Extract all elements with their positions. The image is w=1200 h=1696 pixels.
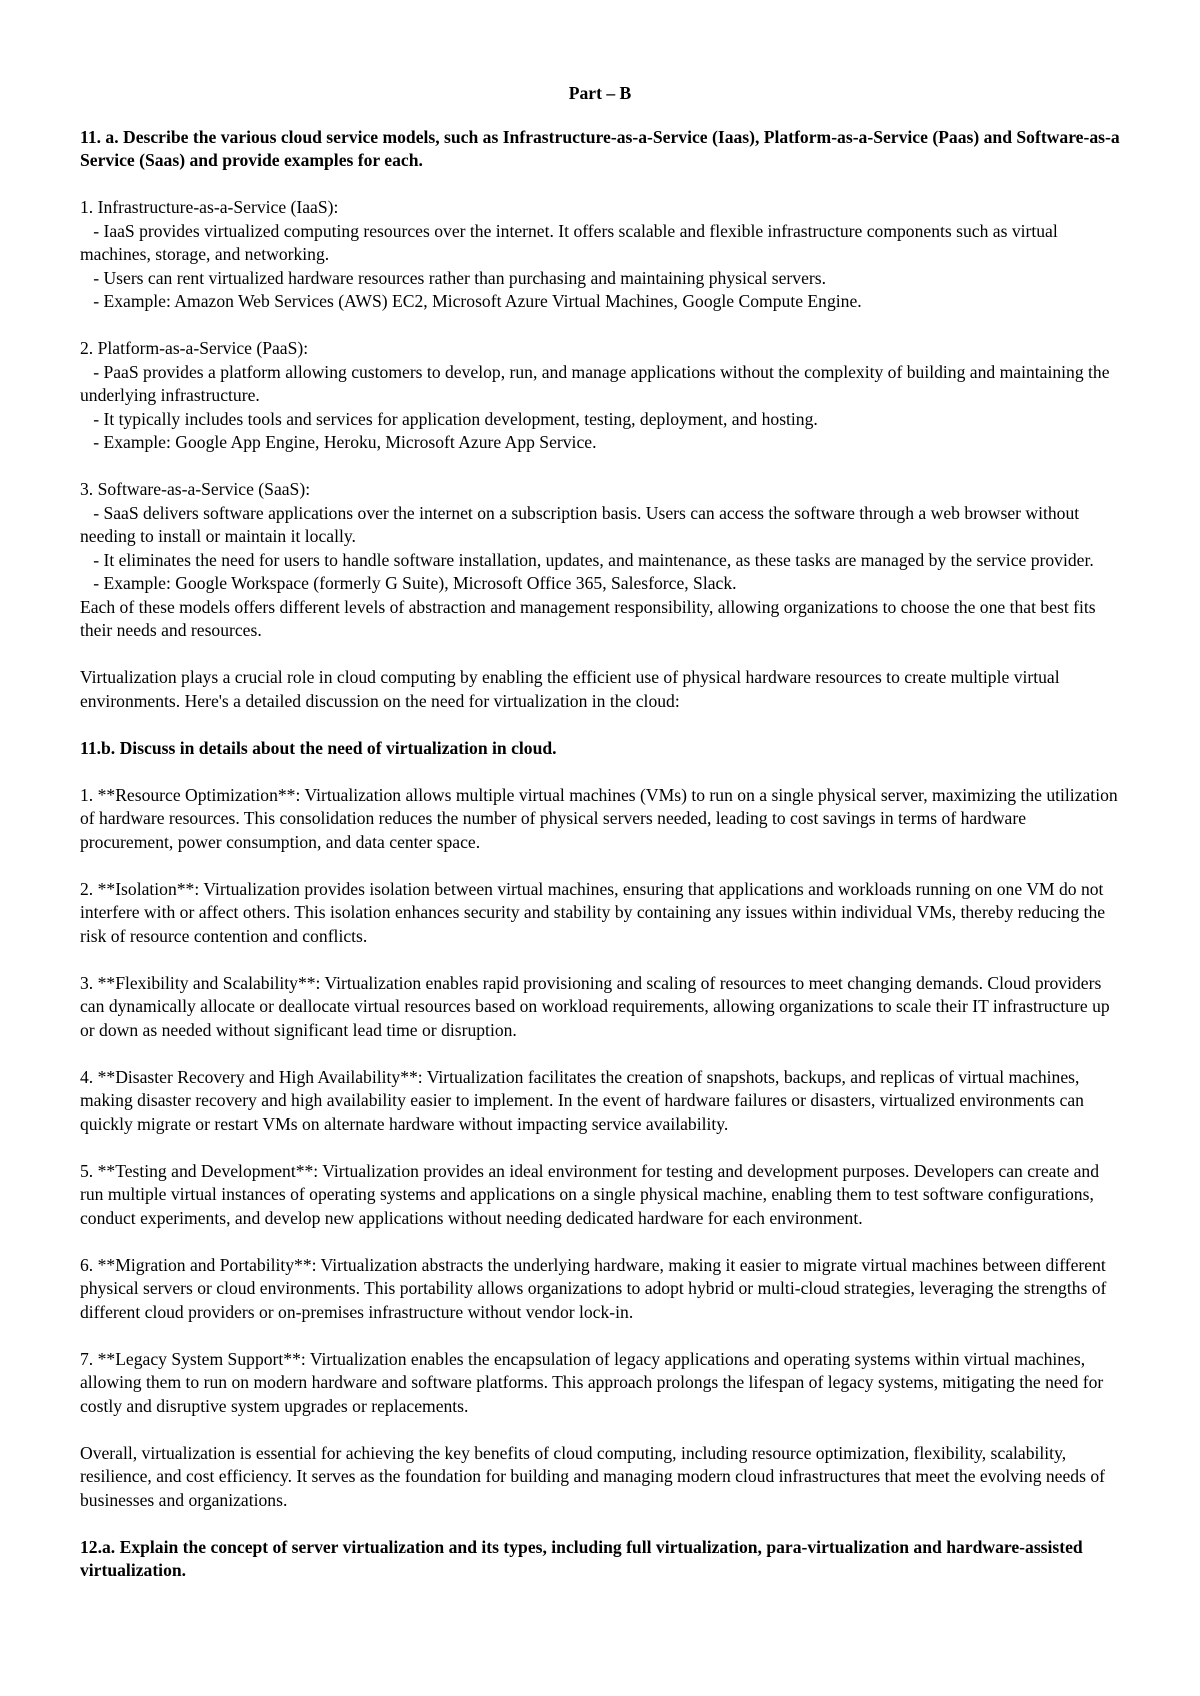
- question-12a-title: 12.a. Explain the concept of server virtualization and its types, including full virtualization, para-virtualization and hardware-assisted virtualization.: [80, 1536, 1083, 1580]
- saas-heading: 3. Software-as-a-Service (SaaS):: [80, 479, 311, 499]
- iaas-example: - Example: Amazon Web Services (AWS) EC2, Microsoft Azure Virtual Machines, Google Compute Engine.: [80, 291, 862, 311]
- question-11b-title: 11.b. Discuss in details about the need of virtualization in cloud.: [80, 737, 557, 758]
- paas-point-1: - PaaS provides a platform allowing customers to develop, run, and manage applications without the complexity of building and maintaining the underlying infrastructure.: [80, 361, 1114, 405]
- saas-point-2: - It eliminates the need for users to handle software installation, updates, and maintenance, as these tasks are managed by the service provider.: [80, 549, 1094, 570]
- point-disaster-recovery: 4. **Disaster Recovery and High Availability**: Virtualization facilitates the creation of snapshots, backups, and replicas of virtual machines, making disaster recovery and high availability easier to implement. In the event of hardware failures or disasters, virtualized environments can quickly migrate or restart VMs on alternate hardware without impacting service availability.: [80, 1066, 1089, 1134]
- iaas-point-2: - Users can rent virtualized hardware resources rather than purchasing and maintaining physical servers.: [80, 267, 826, 288]
- point-testing-development: 5. **Testing and Development**: Virtualization provides an ideal environment for testing and development purposes. Developers can create and run multiple virtual instances of operating systems and applications on a single physical machine, enabling them to test software configurations, conduct experiments, and develop new applications without needing dedicated hardware for each environment.: [80, 1160, 1104, 1228]
- virtualization-intro: Virtualization plays a crucial role in cloud computing by enabling the efficient use of physical hardware resources to create multiple virtual environments. Here's a detailed discussion on the need for virtualization in the cloud:: [80, 667, 1065, 711]
- saas-example: - Example: Google Workspace (formerly G Suite), Microsoft Office 365, Salesforce, Slack.: [80, 573, 737, 593]
- iaas-point-1: - IaaS provides virtualized computing resources over the internet. It offers scalable and flexible infrastructure components such as virtual machines, storage, and networking.: [80, 220, 1063, 264]
- models-summary: Each of these models offers different levels of abstraction and management responsibility, allowing organizations to choose the one that best fits their needs and resources.: [80, 596, 1101, 640]
- iaas-heading: 1. Infrastructure-as-a-Service (IaaS):: [80, 197, 339, 217]
- paas-example: - Example: Google App Engine, Heroku, Microsoft Azure App Service.: [80, 432, 597, 452]
- part-title: Part – B: [568, 83, 632, 103]
- point-flexibility-scalability: 3. **Flexibility and Scalability**: Virtualization enables rapid provisioning and scaling of resources to meet changing demands. Cloud providers can dynamically allocate or deallocate virtual resources based on workload requirements, allowing organizations to scale their IT infrastructure up or down as needed without significant lead time or disruption.: [80, 972, 1115, 1040]
- point-resource-optimization: 1. **Resource Optimization**: Virtualization allows multiple virtual machines (VMs) to run on a single physical server, maximizing the utilization of hardware resources. This consolidation reduces the number of physical servers needed, leading to cost savings in terms of hardware procurement, power consumption, and data center space.: [80, 784, 1123, 852]
- paas-point-2: - It typically includes tools and services for application development, testing, deployment, and hosting.: [80, 408, 818, 429]
- overall-summary: Overall, virtualization is essential for achieving the key benefits of cloud computing, including resource optimization, flexibility, scalability, resilience, and cost efficiency. It serves as the foundation for building and managing modern cloud infrastructures that meet the evolving needs of businesses and organizations.: [80, 1442, 1110, 1510]
- point-legacy-support: 7. **Legacy System Support**: Virtualization enables the encapsulation of legacy applications and operating systems within virtual machines, allowing them to run on modern hardware and software platforms. This approach prolongs the lifespan of legacy systems, mitigating the need for costly and disruptive system upgrades or replacements.: [80, 1348, 1108, 1416]
- point-migration-portability: 6. **Migration and Portability**: Virtualization abstracts the underlying hardware, making it easier to migrate virtual machines between different physical servers or cloud environments. This portability allows organizations to adopt hybrid or multi-cloud strategies, leveraging the strengths of different cloud providers or on-premises infrastructure without vendor lock-in.: [80, 1254, 1111, 1322]
- point-isolation: 2. **Isolation**: Virtualization provides isolation between virtual machines, ensuring that applications and workloads running on one VM do not interfere with or affect others. This isolation enhances security and stability by containing any issues within individual VMs, thereby reducing the risk of resource contention and conflicts.: [80, 878, 1110, 946]
- question-11a-title: 11. a. Describe the various cloud service models, such as Infrastructure-as-a-Service (Iaas), Platform-as-a-Service (Paas) and Software-as-a Service (Saas) and provide examples for each.: [80, 126, 1120, 170]
- saas-point-1: - SaaS delivers software applications over the internet on a subscription basis. Users can access the software through a web browser without needing to install or maintain it locally.: [80, 502, 1084, 546]
- document-page: [80, 82, 1123, 1583]
- paas-heading: 2. Platform-as-a-Service (PaaS):: [80, 338, 309, 358]
